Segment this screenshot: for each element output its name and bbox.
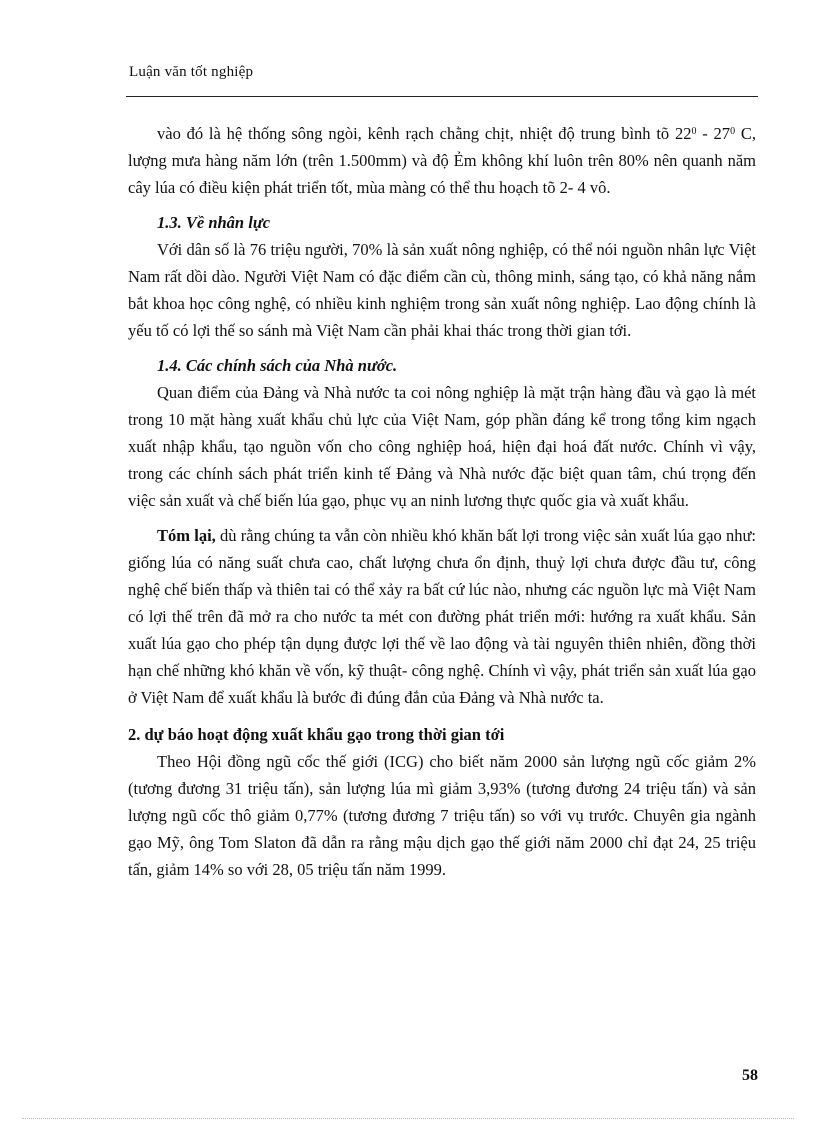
text-fragment: C, lượng mưa hàng năm lớn (trên 1.500mm) và độ Ẻm không khí luôn trên 80% nên quanh năm cây lúa có điều kiện phát triển tốt, mùa màng có thể thu hoạch tõ 2- 4 vô.	[128, 124, 756, 197]
heading-1-4: 1.4. Các chính sách của Nhà nước.	[157, 356, 398, 375]
paragraph-human-resources: Với dân số là 76 triệu người, 70% là sản xuất nông nghiệp, có thể nói nguồn nhân lực Việt Nam rất dồi dào. Người Việt Nam có đặc điểm cần cù, thông minh, sáng tạo, có khả năng nắm bắt khoa học công nghệ, có nhiều kinh nghiệm trong sản xuất nông nghiệp. Lao động chính là yếu tố có lợi thế so sánh mà Việt Nam cần phải khai thác trong thời gian tới.	[128, 240, 756, 340]
paragraph-climate	[128, 118, 756, 201]
degree-sup: 0	[730, 126, 736, 137]
heading-2: 2. dự báo hoạt động xuất khẩu gạo trong thời gian tới	[128, 725, 505, 744]
heading-1-3: 1.3. Về nhân lực	[157, 213, 271, 232]
paragraph-forecast: Theo Hội đồng ngũ cốc thế giới (ICG) cho biết năm 2000 sản lượng ngũ cốc giảm 2% (tương đương 31 triệu tấn), sản lượng lúa mì giảm 3,93% (tương đương 24 triệu tấn) và sản lượng ngũ cốc thô giảm 0,77% (tương đương 7 triệu tấn) so với vụ trước. Chuyên gia ngành gạo Mỹ, ông Tom Slaton đã dẫn ra rằng mậu dịch gạo thế giới năm 2000 chỉ đạt 24, 25 triệu tấn, giảm 14% so với 28, 05 triệu tấn năm 1999.	[128, 752, 756, 879]
page-number: 58	[742, 1067, 758, 1084]
paragraph-summary	[128, 522, 756, 711]
summary-lead: Tóm lại,	[157, 526, 216, 545]
text-fragment: vào đó là hệ thống sông ngòi, kênh rạch chằng chịt, nhiệt độ trung bình tõ 22	[157, 124, 692, 143]
running-header: Luận văn tốt nghiệp	[129, 64, 254, 80]
page-body	[128, 118, 756, 883]
paragraph-policies: Quan điểm của Đảng và Nhà nước ta coi nông nghiệp là mặt trận hàng đầu và gạo là mét trong 10 mặt hàng xuất khẩu chủ lực của Việt Nam, góp phần đáng kể trong tổng kim ngạch xuất nhập khẩu, tạo nguồn vốn cho công nghiệp hoá, hiện đại hoá đất nước. Chính vì vậy, trong các chính sách phát triển kinh tế Đảng và Nhà nước đặc biệt quan tâm, chú trọng đến việc sản xuất và chế biến lúa gạo, phục vụ an ninh lương thực quốc gia và xuất khẩu.	[128, 383, 756, 510]
footer-dotted-line	[22, 1118, 794, 1119]
summary-text: dù rằng chúng ta vẫn còn nhiều khó khăn bất lợi trong việc sản xuất lúa gạo như: giống lúa có năng suất chưa cao, chất lượng chưa ổn định, thuỷ lợi chưa được đầu tư, công nghệ chế biến thấp và thiên tai có thể xảy ra bất cứ lúc nào, nhưng các nguồn lực mà Việt Nam có lợi thế trên đã mở ra cho nước ta mét con đường phát triển mới: hướng ra xuất khẩu. Sản xuất lúa gạo cho phép tận dụng được lợi thế về lao động và tài nguyên thiên nhiên, đồng thời hạn chế những khó khăn về vốn, kỹ thuật- công nghệ. Chính vì vậy, phát triển sản xuất lúa gạo ở Việt Nam để xuất khẩu là bước đi đúng đắn của Đảng và Nhà nước ta.	[128, 526, 756, 707]
header-rule	[126, 96, 758, 97]
degree-sup: 0	[691, 126, 697, 137]
text-fragment: - 27	[696, 124, 731, 143]
